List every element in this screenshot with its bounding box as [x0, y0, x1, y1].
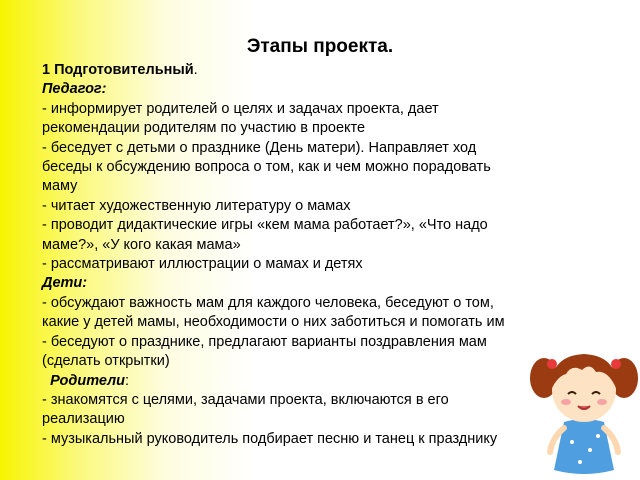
children-line: - обсуждают важность мам для каждого человека, беседуют о том,	[42, 294, 494, 311]
children-label: Дети:	[42, 275, 88, 292]
stage-name: 1 Подготовительный	[42, 62, 194, 78]
parents-line: реализацию	[42, 411, 125, 428]
left-cheek	[561, 399, 571, 405]
slide-body	[42, 61, 602, 449]
stage-suffix: .	[193, 62, 198, 78]
pedagogue-line: - рассматривают иллюстрации о мамах и детях	[42, 256, 363, 273]
right-hair-tie	[611, 359, 621, 369]
parents-line: - знакомятся с целями, задачами проекта, включаются в его	[42, 391, 449, 408]
parents-line: - музыкальный руководитель подбирает песню и танец к празднику	[42, 430, 498, 447]
pedagogue-label: Педагог:	[42, 81, 107, 98]
pedagogue-line: - проводит дидактические игры «кем мама работает?», «Что надо	[42, 217, 488, 234]
cartoon-girl-illustration	[530, 338, 638, 478]
stage-heading	[42, 61, 602, 80]
pedagogue-line: маму	[42, 178, 78, 195]
pedagogue-line: рекомендации родителям по участию в проекте	[42, 120, 366, 137]
pedagogue-line: - беседует с детьми о празднике (День матери). Направляет ход	[42, 139, 477, 156]
dress-dot	[570, 440, 574, 444]
right-cheek	[597, 399, 607, 405]
dress-dot	[588, 448, 592, 452]
parents-heading	[42, 372, 602, 391]
parents-suffix: :	[125, 372, 130, 389]
parents-label: Родители	[50, 372, 126, 389]
dress-dot	[578, 460, 582, 464]
dress-dot	[596, 434, 600, 438]
title-text: Этапы проекта.	[246, 36, 394, 57]
children-line: - беседуют о празднике, предлагают варианты поздравления мам	[42, 333, 487, 350]
children-line: (сделать открытки)	[42, 353, 170, 370]
left-hair-tie	[547, 359, 557, 369]
children-line: какие у детей мамы, необходимости о них заботиться и помогать им	[42, 314, 505, 331]
pedagogue-line: беседы к обсуждению вопроса о том, как и чем можно порадовать	[42, 159, 491, 176]
pedagogue-line: маме?», «У кого какая мама»	[42, 236, 241, 253]
page-title	[0, 36, 640, 58]
pedagogue-line: - читает художественную литературу о мамах	[42, 197, 351, 214]
mouth	[578, 406, 590, 409]
pedagogue-line: - информирует родителей о целях и задачах проекта, дает	[42, 100, 439, 117]
